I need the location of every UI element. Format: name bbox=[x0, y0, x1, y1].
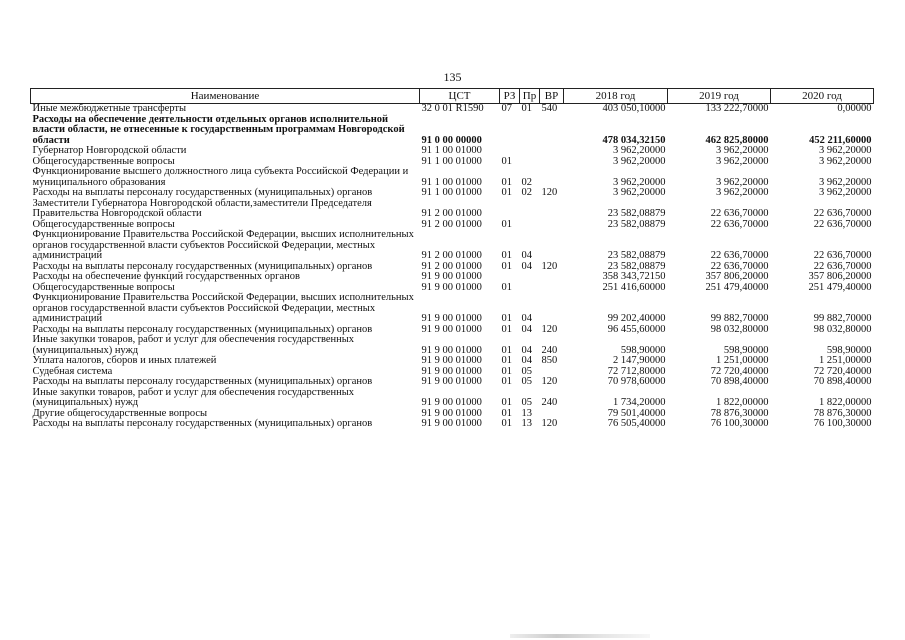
row-name: Расходы на выплаты персоналу государственных (муниципальных) органов bbox=[32, 260, 373, 272]
row-2018: 3 962,20000 bbox=[613, 155, 666, 167]
row-vr: 850 bbox=[541, 355, 558, 366]
table-row bbox=[31, 335, 874, 356]
row-pr: 13 bbox=[521, 418, 532, 429]
row-2018: 23 582,08879 bbox=[607, 260, 666, 272]
row-2020: 78 876,30000 bbox=[813, 407, 872, 419]
row-rz bbox=[500, 146, 520, 157]
row-2019: 22 636,70000 bbox=[710, 260, 769, 272]
row-2019: 72 720,40000 bbox=[710, 365, 769, 377]
row-rz: 01 bbox=[501, 418, 512, 429]
row-pr: 05 bbox=[521, 376, 532, 387]
row-cst: 91 9 00 01000 bbox=[421, 376, 482, 387]
table-row bbox=[31, 272, 874, 283]
row-name: Функционирование Правительства Российской Федерации, высших исполнительных органов государственной власти субъектов Российской Федерации, местных администраций bbox=[32, 229, 414, 261]
table-row bbox=[31, 167, 874, 188]
row-2020: 357 806,20000 bbox=[808, 271, 872, 282]
row-2018: 358 343,72150 bbox=[602, 271, 666, 282]
table-row bbox=[31, 293, 874, 325]
row-vr bbox=[540, 167, 564, 188]
row-2018: 23 582,08879 bbox=[607, 250, 666, 261]
header-vr: ВР bbox=[540, 89, 564, 104]
row-2020: 22 636,70000 bbox=[813, 260, 872, 272]
table-header bbox=[31, 89, 874, 104]
row-2020: 99 882,70000 bbox=[813, 313, 872, 324]
row-2019: 1 251,00000 bbox=[716, 355, 769, 366]
row-vr: 120 bbox=[541, 376, 558, 387]
row-2020: 598,90000 bbox=[826, 344, 872, 356]
row-pr: 04 bbox=[521, 344, 532, 356]
row-rz: 01 bbox=[501, 323, 512, 335]
row-2020: 70 898,40000 bbox=[813, 376, 872, 387]
row-2019: 3 962,20000 bbox=[716, 176, 769, 188]
row-rz: 01 bbox=[501, 176, 512, 188]
row-cst: 91 2 00 01000 bbox=[421, 208, 482, 219]
row-pr: 04 bbox=[521, 355, 532, 366]
table-row bbox=[31, 199, 874, 220]
row-cst: 91 9 00 01000 bbox=[421, 407, 482, 419]
row-name: Заместители Губернатора Новгородской области,заместители Председателя Правительства Новгородской области bbox=[32, 197, 372, 219]
row-2019: 3 962,20000 bbox=[716, 155, 769, 167]
row-rz: 01 bbox=[501, 218, 512, 230]
row-2020: 22 636,70000 bbox=[813, 250, 872, 261]
header-pr: Пр bbox=[520, 89, 540, 104]
table-row bbox=[31, 377, 874, 388]
row-name: Расходы на выплаты персоналу государственных (муниципальных) органов bbox=[32, 187, 373, 198]
row-2019: 22 636,70000 bbox=[710, 250, 769, 261]
row-cst: 91 9 00 01000 bbox=[421, 271, 482, 282]
row-rz bbox=[500, 272, 520, 283]
row-rz bbox=[500, 115, 520, 147]
row-rz: 07 bbox=[501, 103, 512, 114]
row-2018: 403 050,10000 bbox=[602, 103, 666, 114]
row-vr bbox=[540, 283, 564, 294]
row-2019: 251 479,40000 bbox=[705, 281, 769, 293]
row-cst: 91 1 00 01000 bbox=[421, 145, 482, 156]
row-pr: 04 bbox=[521, 323, 532, 335]
row-2020: 0,00000 bbox=[837, 103, 872, 114]
row-pr: 04 bbox=[521, 250, 532, 261]
row-2019: 78 876,30000 bbox=[710, 407, 769, 419]
row-name: Общегосударственные вопросы bbox=[32, 281, 175, 293]
row-pr: 04 bbox=[521, 313, 532, 324]
row-pr bbox=[520, 283, 540, 294]
row-2018: 96 455,60000 bbox=[607, 323, 666, 335]
row-name: Функционирование Правительства Российской Федерации, высших исполнительных органов государственной власти субъектов Российской Федерации, местных администраций bbox=[32, 292, 414, 324]
row-pr: 02 bbox=[521, 187, 532, 198]
row-pr: 04 bbox=[521, 260, 532, 272]
row-rz: 01 bbox=[501, 313, 512, 324]
row-name: Общегосударственные вопросы bbox=[32, 218, 175, 230]
row-name: Расходы на обеспечение функций государственных органов bbox=[32, 271, 300, 282]
row-cst: 91 9 00 01000 bbox=[421, 313, 482, 324]
header-cst: ЦСТ bbox=[420, 89, 500, 104]
row-cst: 91 9 00 01000 bbox=[421, 365, 482, 377]
table-header-row bbox=[31, 89, 874, 104]
row-2020: 3 962,20000 bbox=[819, 155, 872, 167]
row-rz: 01 bbox=[501, 407, 512, 419]
row-vr bbox=[540, 199, 564, 220]
table-row bbox=[31, 115, 874, 147]
row-cst: 91 2 00 01000 bbox=[421, 260, 482, 272]
row-name: Иные закупки товаров, работ и услуг для обеспечения государственных (муниципальных) нужд bbox=[32, 386, 355, 408]
row-cst: 91 1 00 01000 bbox=[421, 187, 482, 198]
row-rz: 01 bbox=[501, 397, 512, 408]
row-2018: 1 734,20000 bbox=[613, 397, 666, 408]
row-2019: 462 825,80000 bbox=[705, 134, 769, 146]
row-pr: 05 bbox=[521, 365, 532, 377]
row-pr: 13 bbox=[521, 407, 532, 419]
row-2020: 1 251,00000 bbox=[819, 355, 872, 366]
row-2020: 3 962,20000 bbox=[819, 145, 872, 156]
row-2019: 70 898,40000 bbox=[710, 376, 769, 387]
row-cst: 91 9 00 01000 bbox=[421, 281, 482, 293]
row-cst: 91 9 00 01000 bbox=[421, 355, 482, 366]
row-pr bbox=[520, 146, 540, 157]
row-2020: 3 962,20000 bbox=[819, 176, 872, 188]
row-pr bbox=[520, 272, 540, 283]
row-2019: 98 032,80000 bbox=[710, 323, 769, 335]
scan-artifact bbox=[510, 634, 650, 638]
row-vr bbox=[540, 220, 564, 231]
header-rz: РЗ bbox=[500, 89, 520, 104]
row-2019: 3 962,20000 bbox=[716, 187, 769, 198]
row-rz: 01 bbox=[501, 365, 512, 377]
row-cst: 91 1 00 01000 bbox=[421, 176, 482, 188]
row-2020: 1 822,00000 bbox=[819, 397, 872, 408]
row-name: Иные закупки товаров, работ и услуг для обеспечения государственных (муниципальных) нужд bbox=[32, 334, 355, 356]
row-2018: 3 962,20000 bbox=[613, 187, 666, 198]
table-row bbox=[31, 230, 874, 262]
row-2019: 76 100,30000 bbox=[710, 418, 769, 429]
row-vr: 120 bbox=[541, 260, 558, 272]
row-name: Губернатор Новгородской области bbox=[32, 145, 187, 156]
header-2020: 2020 год bbox=[771, 89, 874, 104]
row-vr: 240 bbox=[541, 397, 558, 408]
row-rz: 01 bbox=[501, 281, 512, 293]
page-number: 135 bbox=[443, 70, 462, 84]
table-row bbox=[31, 356, 874, 367]
row-2020: 251 479,40000 bbox=[808, 281, 872, 293]
row-name: Расходы на обеспечение деятельности отдельных органов исполнительной власти области, не отнесенные к государственным программам Новгородской области bbox=[32, 113, 405, 146]
row-vr bbox=[540, 230, 564, 262]
row-2019: 22 636,70000 bbox=[710, 218, 769, 230]
table-row bbox=[31, 146, 874, 157]
row-rz: 01 bbox=[501, 344, 512, 356]
row-2019: 357 806,20000 bbox=[705, 271, 769, 282]
row-cst: 91 9 00 01000 bbox=[421, 344, 482, 356]
row-2020: 98 032,80000 bbox=[813, 323, 872, 335]
row-2018: 598,90000 bbox=[620, 344, 666, 356]
row-rz: 01 bbox=[501, 355, 512, 366]
row-rz: 01 bbox=[501, 155, 512, 167]
row-cst: 32 0 01 R1590 bbox=[421, 103, 484, 114]
row-pr bbox=[520, 115, 540, 147]
row-name: Уплата налогов, сборов и иных платежей bbox=[32, 355, 217, 366]
row-2020: 452 211,60000 bbox=[809, 134, 872, 146]
row-2020: 3 962,20000 bbox=[819, 187, 872, 198]
row-vr bbox=[540, 157, 564, 168]
table-row bbox=[31, 388, 874, 409]
row-2018: 478 034,32150 bbox=[602, 134, 666, 146]
row-cst: 91 9 00 01000 bbox=[421, 418, 482, 429]
row-vr: 540 bbox=[541, 103, 558, 114]
table-body bbox=[31, 104, 874, 430]
row-pr bbox=[520, 220, 540, 231]
row-pr: 01 bbox=[521, 103, 532, 114]
row-pr bbox=[520, 199, 540, 220]
row-2019: 99 882,70000 bbox=[710, 313, 769, 324]
row-name: Функционирование высшего должностного лица субъекта Российской Федерации и муниципального образования bbox=[32, 166, 409, 188]
row-2019: 598,90000 bbox=[723, 344, 769, 356]
row-vr: 120 bbox=[541, 187, 558, 198]
row-2019: 133 222,70000 bbox=[705, 103, 769, 114]
row-cst: 91 2 00 01000 bbox=[421, 218, 482, 230]
row-cst: 91 9 00 01000 bbox=[421, 397, 482, 408]
row-cst: 91 2 00 01000 bbox=[421, 250, 482, 261]
row-2019: 22 636,70000 bbox=[710, 208, 769, 219]
row-name: Другие общегосударственные вопросы bbox=[32, 407, 208, 419]
row-name: Судебная система bbox=[32, 365, 113, 377]
row-2019: 1 822,00000 bbox=[716, 397, 769, 408]
header-2018: 2018 год bbox=[564, 89, 668, 104]
row-vr bbox=[540, 146, 564, 157]
table-row bbox=[31, 419, 874, 430]
row-2018: 23 582,08879 bbox=[607, 208, 666, 219]
row-vr bbox=[540, 272, 564, 283]
row-pr bbox=[520, 157, 540, 168]
row-2019: 3 962,20000 bbox=[716, 145, 769, 156]
row-vr bbox=[540, 115, 564, 147]
row-cst: 91 0 00 00000 bbox=[421, 134, 482, 146]
row-2020: 22 636,70000 bbox=[813, 208, 872, 219]
row-vr bbox=[540, 293, 564, 325]
table-row bbox=[31, 104, 874, 115]
budget-table bbox=[30, 88, 874, 430]
row-2020: 22 636,70000 bbox=[813, 218, 872, 230]
header-2019: 2019 год bbox=[668, 89, 771, 104]
row-name: Расходы на выплаты персоналу государственных (муниципальных) органов bbox=[32, 376, 373, 387]
row-name: Расходы на выплаты персоналу государственных (муниципальных) органов bbox=[32, 323, 373, 335]
row-2018: 99 202,40000 bbox=[607, 313, 666, 324]
row-2018: 3 962,20000 bbox=[613, 145, 666, 156]
row-2018: 70 978,60000 bbox=[607, 376, 666, 387]
row-name: Общегосударственные вопросы bbox=[32, 155, 175, 167]
row-rz: 01 bbox=[501, 376, 512, 387]
row-rz bbox=[500, 199, 520, 220]
row-2018: 76 505,40000 bbox=[607, 418, 666, 429]
row-name: Иные межбюджетные трансферты bbox=[32, 103, 187, 114]
row-name: Расходы на выплаты персоналу государственных (муниципальных) органов bbox=[32, 418, 373, 429]
row-2018: 2 147,90000 bbox=[613, 355, 666, 366]
row-vr: 240 bbox=[541, 344, 558, 356]
row-pr: 02 bbox=[521, 176, 532, 188]
table-row bbox=[31, 188, 874, 199]
row-vr: 120 bbox=[541, 323, 558, 335]
row-cst: 91 1 00 01000 bbox=[421, 155, 482, 167]
row-2018: 23 582,08879 bbox=[607, 218, 666, 230]
row-2020: 76 100,30000 bbox=[813, 418, 872, 429]
row-2018: 72 712,80000 bbox=[607, 365, 666, 377]
header-name: Наименование bbox=[31, 89, 420, 104]
row-pr: 05 bbox=[521, 397, 532, 408]
row-rz: 01 bbox=[501, 250, 512, 261]
row-2018: 3 962,20000 bbox=[613, 176, 666, 188]
row-vr: 120 bbox=[541, 418, 558, 429]
row-cst: 91 9 00 01000 bbox=[421, 323, 482, 335]
row-rz: 01 bbox=[501, 187, 512, 198]
row-2020: 72 720,40000 bbox=[813, 365, 872, 377]
row-2018: 251 416,60000 bbox=[602, 281, 666, 293]
row-2018: 79 501,40000 bbox=[607, 407, 666, 419]
row-rz: 01 bbox=[501, 260, 512, 272]
